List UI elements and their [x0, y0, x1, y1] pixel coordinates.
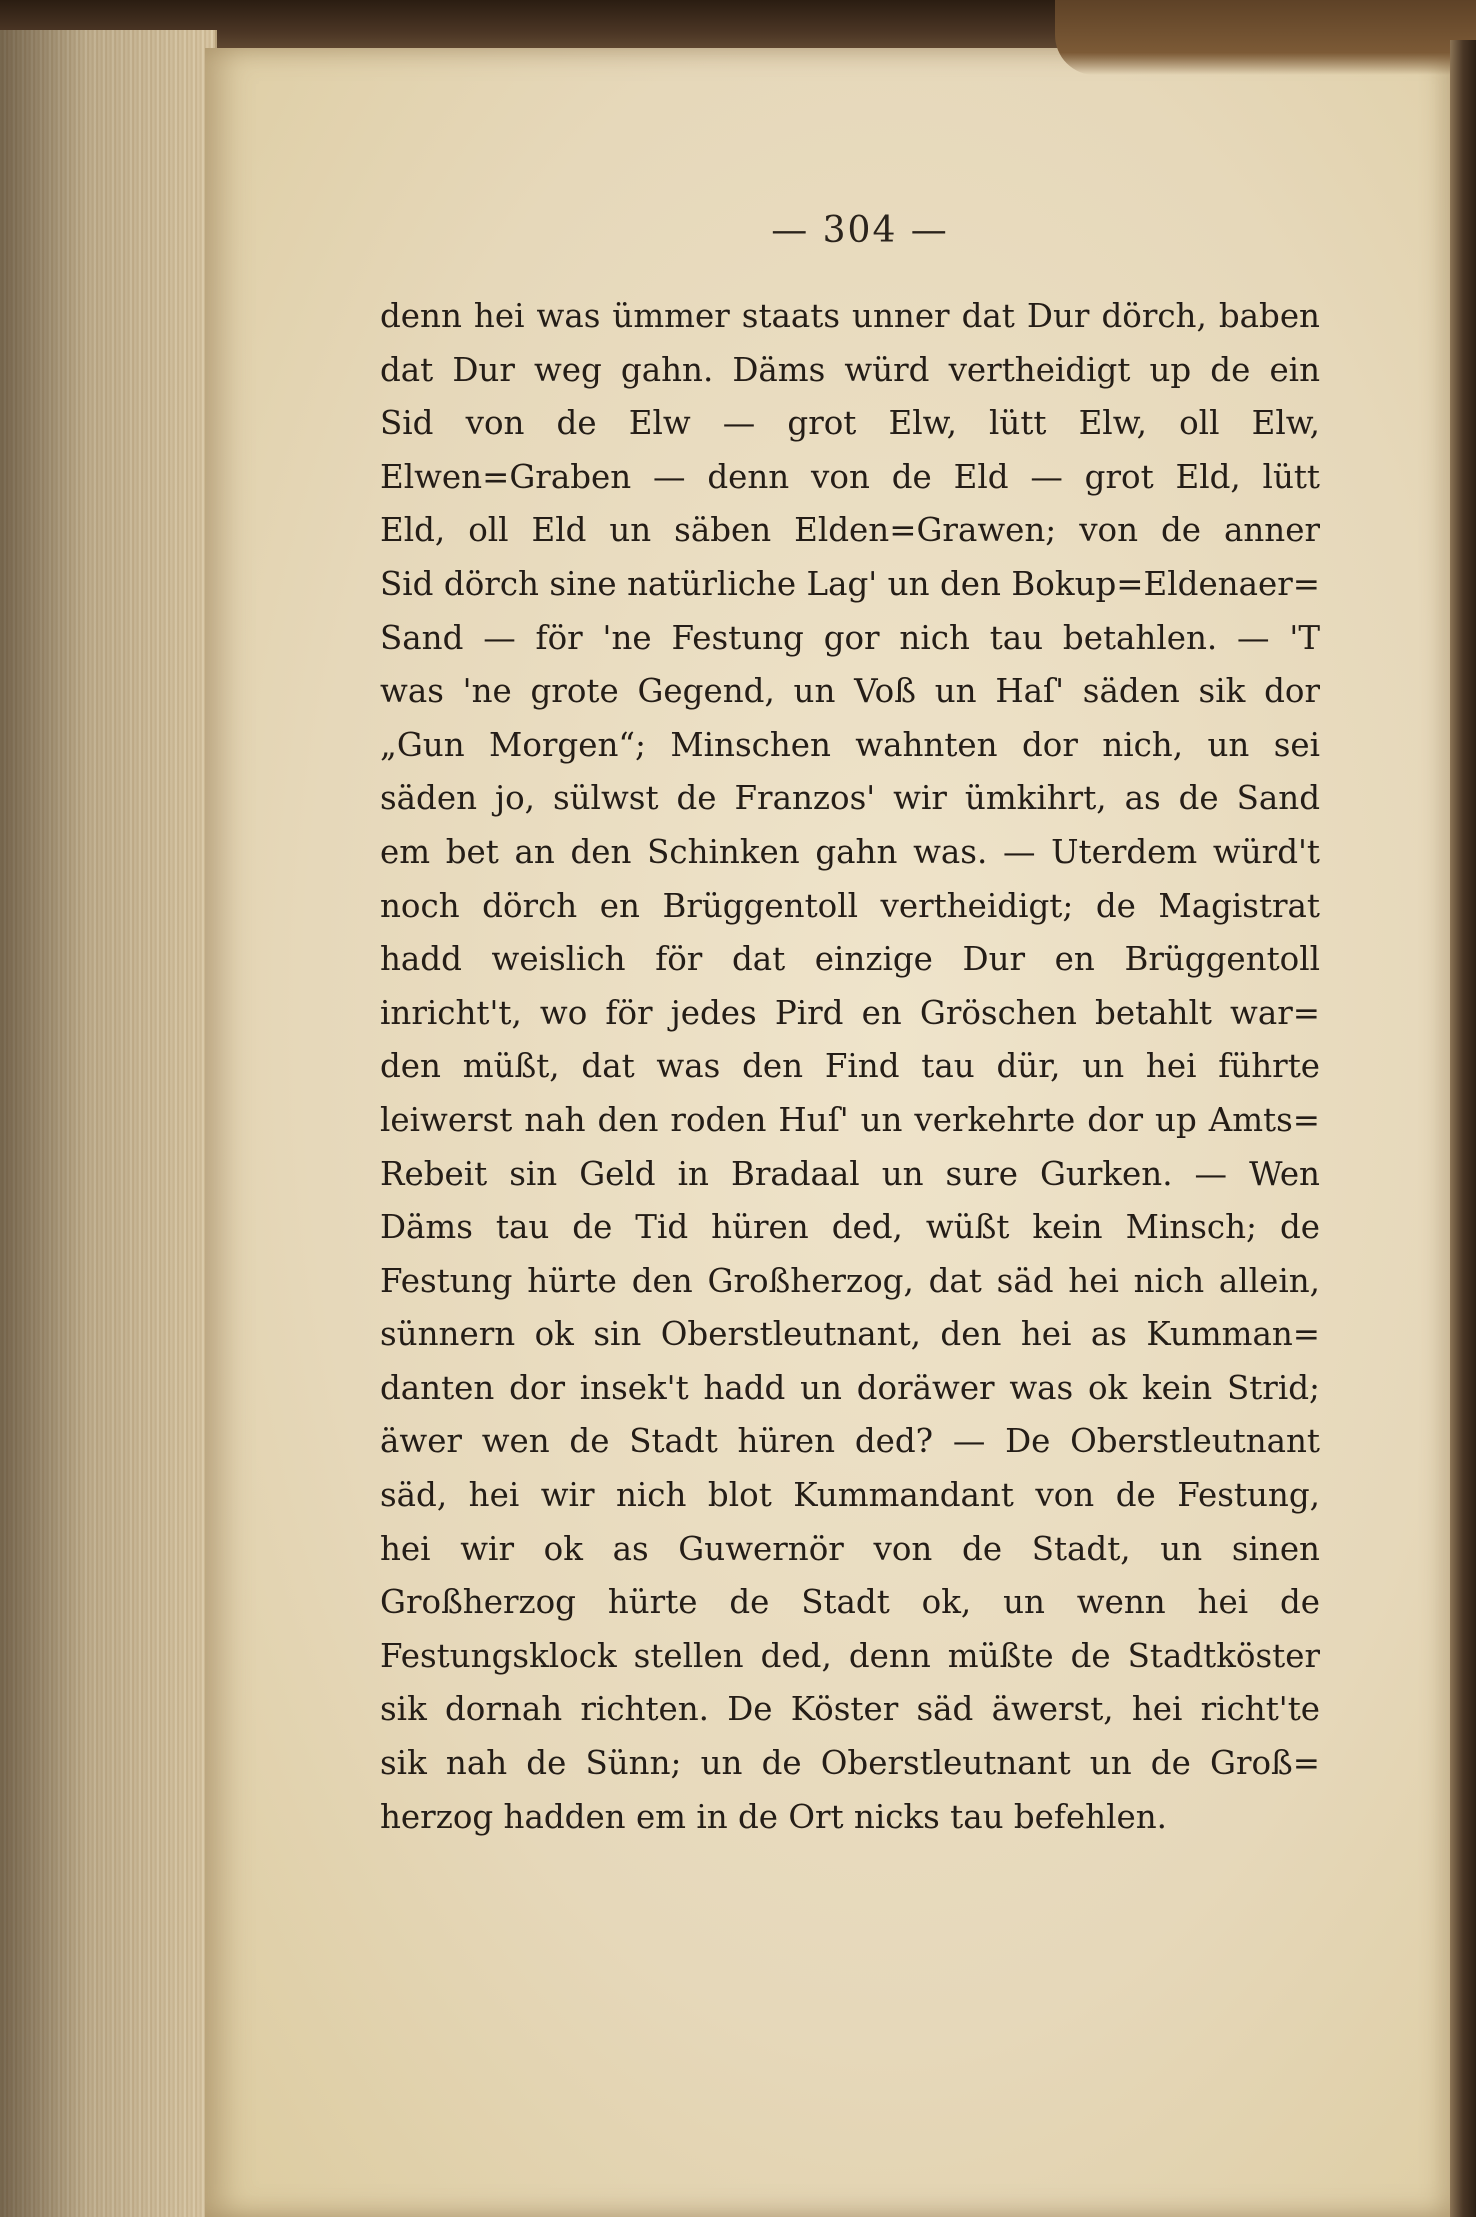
- text-line: äwer wen de Stadt hüren ded? — De Oberstleutnant: [380, 1422, 1320, 1461]
- text-line: Däms tau de Tid hüren ded, wüßt kein Minsch; de: [380, 1208, 1320, 1247]
- text-line: Festungsklock stellen ded, denn müßte de Stadtköster: [380, 1636, 1320, 1675]
- text-line: „Gun Morgen“; Minschen wahnten dor nich, un sei: [380, 725, 1320, 764]
- book-spine-edge: [1450, 40, 1476, 2217]
- text-line: Großherzog hürte de Stadt ok, un wenn hei de: [380, 1583, 1320, 1622]
- text-line: hadd weislich för dat einzige Dur en Brüggentoll: [380, 940, 1320, 979]
- page-edges-shadow: [0, 30, 215, 2217]
- text-line: säd, hei wir nich blot Kummandant von de Festung,: [380, 1476, 1320, 1515]
- text-line: herzog hadden em in de Ort nicks tau befehlen.: [380, 1797, 1167, 1836]
- text-line: säden jo, sülwst de Franzos' wir ümkihrt, as de Sand: [380, 779, 1320, 818]
- page-number: — 304 —: [771, 210, 949, 251]
- text-line: sik nah de Sünn; un de Oberstleutnant un de Groß=: [380, 1744, 1320, 1783]
- text-line: Sand — för 'ne Festung gor nich tau betahlen. — 'T: [380, 618, 1320, 657]
- text-line: sik dornah richten. De Köster säd äwerst, hei richt'te: [380, 1690, 1320, 1729]
- text-line: Festung hürte den Großherzog, dat säd hei nich allein,: [380, 1261, 1320, 1300]
- text-line: Sid dörch sine natürliche Lag' un den Bokup=Eldenaer=: [380, 564, 1320, 603]
- text-line: danten dor insek't hadd un doräwer was ok kein Strid;: [380, 1368, 1320, 1407]
- text-line: Eld, oll Eld un säben Elden=Grawen; von de anner: [380, 511, 1320, 550]
- text-line: was 'ne grote Gegend, un Voß un Haſ' säden sik dor: [380, 672, 1320, 711]
- text-line: Elwen=Graben — denn von de Eld — grot Eld, lütt: [380, 457, 1320, 496]
- text-line: leiwerst nah den roden Huſ' un verkehrte dor up Amts=: [380, 1100, 1320, 1139]
- text-line: inricht't, wo för jedes Pird en Gröschen betahlt war=: [380, 993, 1320, 1032]
- text-line: hei wir ok as Guwernör von de Stadt, un sinen: [380, 1529, 1320, 1568]
- text-line: em bet an den Schinken gahn was. — Uterdem würd't: [380, 832, 1320, 871]
- text-line: dat Dur weg gahn. Däms würd vertheidigt up de ein: [380, 350, 1320, 389]
- text-line: Rebeit sin Geld in Bradaal un sure Gurken. — Wen: [380, 1154, 1320, 1193]
- text-line: Sid von de Elw — grot Elw, lütt Elw, oll Elw,: [380, 404, 1320, 443]
- text-line: den müßt, dat was den Find tau dür, un hei führte: [380, 1047, 1320, 1086]
- body-text: [380, 290, 1320, 1844]
- text-line: denn hei was ümmer staats unner dat Dur dörch, baben: [380, 297, 1320, 335]
- corner-stain: [1055, 0, 1476, 75]
- text-line: sünnern ok sin Oberstleutnant, den hei as Kumman=: [380, 1315, 1320, 1354]
- text-line: noch dörch en Brüggentoll vertheidigt; de Magistrat: [380, 886, 1320, 925]
